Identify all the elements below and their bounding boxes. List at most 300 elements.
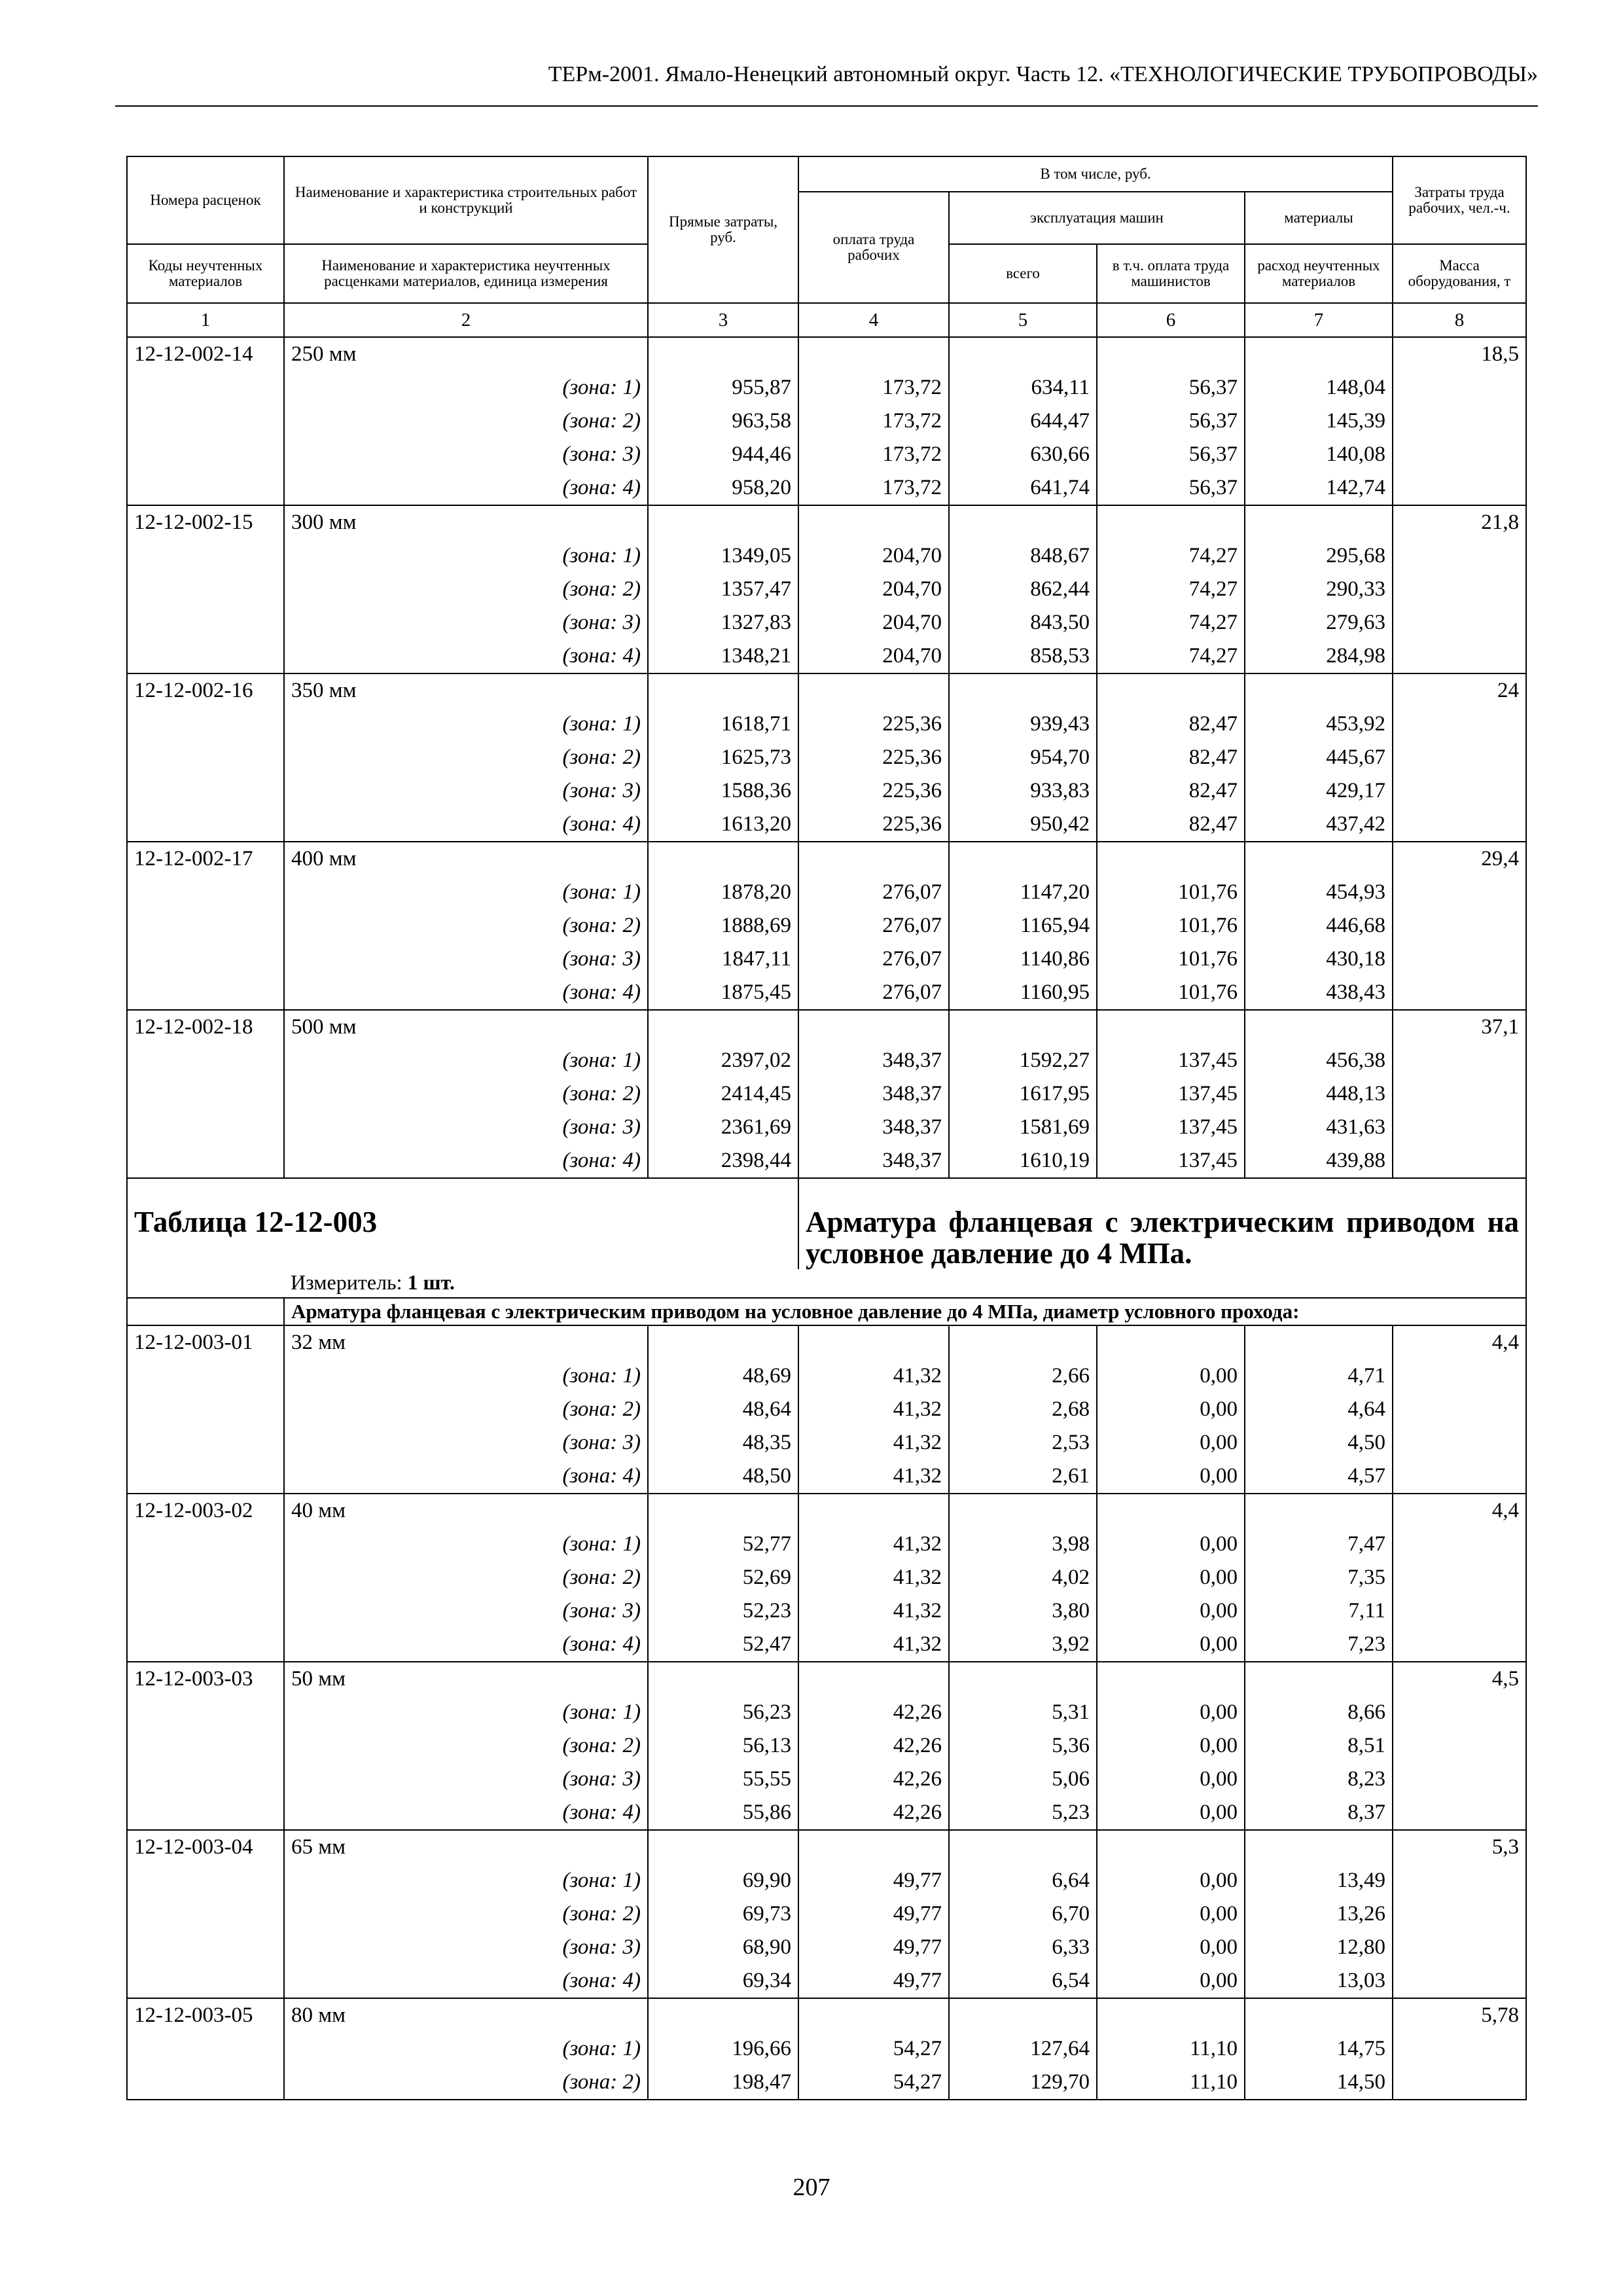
empty-cell <box>1097 1010 1245 1044</box>
machine-cost: 954,70 <box>949 741 1097 774</box>
zone-row <box>127 1426 1526 1460</box>
zone-row <box>127 2066 1526 2100</box>
zone-label: (зона: 3) <box>284 1426 648 1460</box>
machinist-pay: 0,00 <box>1097 1426 1245 1460</box>
empty-cell <box>127 1796 284 1830</box>
direct-cost: 1348,21 <box>648 639 798 673</box>
machinist-pay: 101,76 <box>1097 942 1245 976</box>
zone-row <box>127 371 1526 404</box>
zone-label: (зона: 1) <box>284 708 648 741</box>
machinist-pay: 0,00 <box>1097 1864 1245 1897</box>
zone-row <box>127 774 1526 808</box>
material-cost: 429,17 <box>1245 774 1393 808</box>
zone-label: (зона: 1) <box>284 539 648 573</box>
empty-cell <box>1393 639 1526 673</box>
rate-code: 12-12-002-17 <box>127 842 284 876</box>
material-cost: 13,03 <box>1245 1964 1393 1998</box>
zone-label: (зона: 2) <box>284 1561 648 1594</box>
empty-cell <box>949 1830 1097 1864</box>
empty-cell <box>648 1830 798 1864</box>
empty-cell <box>648 1010 798 1044</box>
empty-cell <box>127 371 284 404</box>
rate-name: 350 мм <box>284 673 648 708</box>
zone-row <box>127 1897 1526 1931</box>
machinist-pay: 74,27 <box>1097 606 1245 639</box>
material-cost: 290,33 <box>1245 573 1393 606</box>
zone-label: (зона: 2) <box>284 1897 648 1931</box>
empty-cell <box>1393 741 1526 774</box>
direct-cost: 68,90 <box>648 1931 798 1964</box>
empty-cell <box>648 1494 798 1528</box>
empty-cell <box>648 1998 798 2032</box>
machine-cost: 6,54 <box>949 1964 1097 1998</box>
direct-cost: 196,66 <box>648 2032 798 2066</box>
rate-name: 40 мм <box>284 1494 648 1528</box>
empty-cell <box>648 673 798 708</box>
rate-name: 250 мм <box>284 337 648 371</box>
labor-cost: 4,4 <box>1393 1325 1526 1359</box>
empty-cell <box>1393 539 1526 573</box>
col7-header: расход неучтенных материалов <box>1245 244 1393 303</box>
empty-cell <box>127 1594 284 1628</box>
empty-cell <box>1393 438 1526 471</box>
worker-pay: 42,26 <box>798 1796 949 1830</box>
material-cost: 7,35 <box>1245 1561 1393 1594</box>
worker-pay: 41,32 <box>798 1393 949 1426</box>
machine-cost: 858,53 <box>949 639 1097 673</box>
empty-cell <box>648 1325 798 1359</box>
empty-cell <box>127 606 284 639</box>
machine-cost: 2,61 <box>949 1460 1097 1494</box>
direct-cost: 52,77 <box>648 1528 798 1561</box>
worker-pay: 41,32 <box>798 1528 949 1561</box>
worker-pay: 276,07 <box>798 909 949 942</box>
empty-cell <box>648 1662 798 1696</box>
rate-code: 12-12-003-01 <box>127 1325 284 1359</box>
material-cost: 7,11 <box>1245 1594 1393 1628</box>
machinist-pay: 82,47 <box>1097 774 1245 808</box>
machine-cost: 2,68 <box>949 1393 1097 1426</box>
material-cost: 456,38 <box>1245 1044 1393 1077</box>
empty-cell <box>1393 1426 1526 1460</box>
worker-pay: 204,70 <box>798 639 949 673</box>
empty-cell <box>1393 1931 1526 1964</box>
empty-cell <box>1245 1325 1393 1359</box>
direct-cost: 1613,20 <box>648 808 798 842</box>
rate-code: 12-12-003-05 <box>127 1998 284 2032</box>
zone-label: (зона: 1) <box>284 2032 648 2066</box>
header-rule <box>115 105 1538 107</box>
empty-cell <box>798 505 949 539</box>
machine-cost: 1165,94 <box>949 909 1097 942</box>
empty-cell <box>798 1325 949 1359</box>
rate-row <box>127 1998 1526 2032</box>
empty-cell <box>127 1628 284 1662</box>
machines-header: эксплуатация машин <box>949 192 1245 244</box>
zone-label: (зона: 1) <box>284 1359 648 1393</box>
table-name-title: Арматура фланцевая с электрическим приводом на условное давление до 4 МПа. <box>798 1178 1526 1269</box>
zone-row <box>127 1044 1526 1077</box>
empty-cell <box>127 942 284 976</box>
material-cost: 295,68 <box>1245 539 1393 573</box>
empty-cell <box>1393 1460 1526 1494</box>
zone-label: (зона: 2) <box>284 1393 648 1426</box>
empty-cell <box>949 1494 1097 1528</box>
empty-cell <box>1097 673 1245 708</box>
machinist-pay: 11,10 <box>1097 2066 1245 2100</box>
machine-cost: 1147,20 <box>949 876 1097 909</box>
empty-cell <box>127 1460 284 1494</box>
rate-code: 12-12-002-15 <box>127 505 284 539</box>
empty-cell <box>949 1010 1097 1044</box>
direct-cost: 1875,45 <box>648 976 798 1010</box>
column-number: 8 <box>1393 303 1526 337</box>
worker-pay: 41,32 <box>798 1628 949 1662</box>
direct-cost: 1847,11 <box>648 942 798 976</box>
zone-row <box>127 438 1526 471</box>
rate-row <box>127 1010 1526 1044</box>
empty-cell <box>1245 1662 1393 1696</box>
material-cost: 14,50 <box>1245 2066 1393 2100</box>
rate-code: 12-12-002-16 <box>127 673 284 708</box>
material-cost: 140,08 <box>1245 438 1393 471</box>
empty-cell <box>1097 1494 1245 1528</box>
rate-row <box>127 505 1526 539</box>
empty-cell <box>1393 708 1526 741</box>
worker-pay: 49,77 <box>798 1964 949 1998</box>
machinist-pay: 0,00 <box>1097 1460 1245 1494</box>
running-header: ТЕРм-2001. Ямало-Ненецкий автономный округ. Часть 12. «ТЕХНОЛОГИЧЕСКИЕ ТРУБОПРОВОДЫ» <box>548 62 1538 86</box>
price-table-sheet <box>126 156 1525 2100</box>
table-number-title: Таблица 12-12-003 <box>127 1178 798 1269</box>
zone-label: (зона: 3) <box>284 438 648 471</box>
rate-name: 500 мм <box>284 1010 648 1044</box>
empty-cell <box>949 1998 1097 2032</box>
rate-code: 12-12-003-03 <box>127 1662 284 1696</box>
machine-cost: 129,70 <box>949 2066 1097 2100</box>
empty-cell <box>1097 505 1245 539</box>
including-header: В том числе, руб. <box>798 156 1393 192</box>
material-cost: 430,18 <box>1245 942 1393 976</box>
col8-bottom-header: Масса оборудования, т <box>1393 244 1526 303</box>
labor-cost: 5,3 <box>1393 1830 1526 1864</box>
machinist-pay: 74,27 <box>1097 639 1245 673</box>
material-cost: 4,50 <box>1245 1426 1393 1460</box>
zone-row <box>127 573 1526 606</box>
material-cost: 431,63 <box>1245 1111 1393 1144</box>
empty-cell <box>798 1494 949 1528</box>
measure-label: Измеритель: <box>291 1270 408 1294</box>
empty-cell <box>1097 1998 1245 2032</box>
empty-cell <box>127 1931 284 1964</box>
empty-cell <box>949 1662 1097 1696</box>
machine-cost: 5,31 <box>949 1696 1097 1729</box>
material-cost: 13,49 <box>1245 1864 1393 1897</box>
machine-cost: 4,02 <box>949 1561 1097 1594</box>
machine-cost: 2,53 <box>949 1426 1097 1460</box>
worker-pay: 41,32 <box>798 1359 949 1393</box>
worker-pay: 225,36 <box>798 708 949 741</box>
machine-cost: 630,66 <box>949 438 1097 471</box>
empty-cell <box>127 1696 284 1729</box>
machinist-pay: 0,00 <box>1097 1561 1245 1594</box>
material-cost: 8,66 <box>1245 1696 1393 1729</box>
column-number: 2 <box>284 303 648 337</box>
col6-header: в т.ч. оплата труда машинистов <box>1097 244 1245 303</box>
machine-cost: 127,64 <box>949 2032 1097 2066</box>
zone-row <box>127 1561 1526 1594</box>
empty-cell <box>1393 1796 1526 1830</box>
empty-cell <box>949 842 1097 876</box>
worker-pay: 348,37 <box>798 1111 949 1144</box>
machine-cost: 634,11 <box>949 371 1097 404</box>
empty-cell <box>1393 1077 1526 1111</box>
machinist-pay: 137,45 <box>1097 1077 1245 1111</box>
zone-label: (зона: 2) <box>284 2066 648 2100</box>
machine-cost: 1610,19 <box>949 1144 1097 1178</box>
worker-pay: 54,27 <box>798 2032 949 2066</box>
empty-cell <box>1393 942 1526 976</box>
direct-cost: 55,55 <box>648 1763 798 1796</box>
empty-cell <box>949 337 1097 371</box>
empty-cell <box>798 1998 949 2032</box>
machinist-pay: 56,37 <box>1097 371 1245 404</box>
machine-cost: 1140,86 <box>949 942 1097 976</box>
direct-cost: 958,20 <box>648 471 798 505</box>
column-number: 5 <box>949 303 1097 337</box>
rate-name: 65 мм <box>284 1830 648 1864</box>
zone-row <box>127 1077 1526 1111</box>
worker-pay: 49,77 <box>798 1931 949 1964</box>
material-cost: 446,68 <box>1245 909 1393 942</box>
machine-cost: 6,33 <box>949 1931 1097 1964</box>
machinist-pay: 101,76 <box>1097 976 1245 1010</box>
labor-cost: 18,5 <box>1393 337 1526 371</box>
machinist-pay: 0,00 <box>1097 1729 1245 1763</box>
empty-cell <box>798 1830 949 1864</box>
material-cost: 148,04 <box>1245 371 1393 404</box>
empty-cell <box>1393 976 1526 1010</box>
zone-label: (зона: 3) <box>284 606 648 639</box>
empty-cell <box>127 438 284 471</box>
empty-cell <box>798 337 949 371</box>
empty-cell <box>127 639 284 673</box>
empty-cell <box>1393 2066 1526 2100</box>
empty-cell <box>1393 1594 1526 1628</box>
zone-label: (зона: 1) <box>284 1864 648 1897</box>
zone-label: (зона: 4) <box>284 1144 648 1178</box>
direct-cost: 1327,83 <box>648 606 798 639</box>
column-number: 3 <box>648 303 798 337</box>
empty-cell <box>127 1111 284 1144</box>
zone-row <box>127 1144 1526 1178</box>
direct-cost: 1349,05 <box>648 539 798 573</box>
empty-cell <box>127 1561 284 1594</box>
machine-cost: 3,80 <box>949 1594 1097 1628</box>
direct-cost: 1888,69 <box>648 909 798 942</box>
empty-cell <box>1245 1830 1393 1864</box>
empty-cell <box>1245 505 1393 539</box>
empty-cell <box>127 1393 284 1426</box>
zone-row <box>127 1696 1526 1729</box>
zone-row <box>127 976 1526 1010</box>
worker-pay: 276,07 <box>798 876 949 909</box>
empty-cell <box>127 2066 284 2100</box>
material-cost: 4,71 <box>1245 1359 1393 1393</box>
machinist-pay: 11,10 <box>1097 2032 1245 2066</box>
machinist-pay: 0,00 <box>1097 1931 1245 1964</box>
empty-cell <box>949 505 1097 539</box>
zone-row <box>127 1931 1526 1964</box>
labor-cost: 5,78 <box>1393 1998 1526 2032</box>
measure-row <box>127 1269 1526 1298</box>
direct-cost: 55,86 <box>648 1796 798 1830</box>
machinist-pay: 0,00 <box>1097 1628 1245 1662</box>
empty-cell <box>127 876 284 909</box>
empty-cell <box>1393 1628 1526 1662</box>
direct-cost: 52,69 <box>648 1561 798 1594</box>
table-title-row <box>127 1178 1526 1269</box>
machine-cost: 1592,27 <box>949 1044 1097 1077</box>
direct-cost: 1618,71 <box>648 708 798 741</box>
machinist-pay: 0,00 <box>1097 1897 1245 1931</box>
worker-pay: 225,36 <box>798 808 949 842</box>
zone-label: (зона: 4) <box>284 639 648 673</box>
worker-pay: 49,77 <box>798 1864 949 1897</box>
worker-pay: 225,36 <box>798 741 949 774</box>
group-title: Арматура фланцевая с электрическим приводом на условное давление до 4 МПа, диаметр условного прохода: <box>284 1298 1526 1325</box>
zone-row <box>127 606 1526 639</box>
column-number: 1 <box>127 303 284 337</box>
zone-label: (зона: 4) <box>284 808 648 842</box>
zone-label: (зона: 3) <box>284 1763 648 1796</box>
zone-row <box>127 1628 1526 1662</box>
machinist-pay: 82,47 <box>1097 741 1245 774</box>
labor-cost: 4,5 <box>1393 1662 1526 1696</box>
empty-cell <box>798 673 949 708</box>
material-cost: 7,47 <box>1245 1528 1393 1561</box>
empty-cell <box>1393 1393 1526 1426</box>
machinist-pay: 0,00 <box>1097 1696 1245 1729</box>
worker-pay: 41,32 <box>798 1594 949 1628</box>
machinist-pay: 0,00 <box>1097 1393 1245 1426</box>
empty-cell <box>1393 371 1526 404</box>
empty-cell <box>1393 1696 1526 1729</box>
zone-label: (зона: 2) <box>284 1729 648 1763</box>
empty-cell <box>648 505 798 539</box>
zone-row <box>127 1964 1526 1998</box>
section-1-rows <box>127 337 1526 1178</box>
empty-cell <box>648 337 798 371</box>
zone-row <box>127 876 1526 909</box>
zone-label: (зона: 4) <box>284 976 648 1010</box>
zone-label: (зона: 2) <box>284 1077 648 1111</box>
direct-cost: 69,90 <box>648 1864 798 1897</box>
zone-row <box>127 1528 1526 1561</box>
empty-cell <box>127 1426 284 1460</box>
zone-row <box>127 1763 1526 1796</box>
empty-cell <box>127 808 284 842</box>
labor-cost: 24 <box>1393 673 1526 708</box>
zone-label: (зона: 4) <box>284 1796 648 1830</box>
empty-cell <box>949 673 1097 708</box>
zone-label: (зона: 2) <box>284 573 648 606</box>
zone-label: (зона: 3) <box>284 1931 648 1964</box>
machine-cost: 6,64 <box>949 1864 1097 1897</box>
material-cost: 279,63 <box>1245 606 1393 639</box>
col1-top-header: Номера расценок <box>127 156 284 244</box>
worker-pay: 173,72 <box>798 471 949 505</box>
direct-cost: 1878,20 <box>648 876 798 909</box>
machinist-pay: 0,00 <box>1097 1528 1245 1561</box>
machine-cost: 5,23 <box>949 1796 1097 1830</box>
direct-cost: 1588,36 <box>648 774 798 808</box>
empty-cell <box>127 573 284 606</box>
rate-name: 80 мм <box>284 1998 648 2032</box>
direct-cost: 48,64 <box>648 1393 798 1426</box>
direct-cost: 1625,73 <box>648 741 798 774</box>
empty-cell <box>127 1864 284 1897</box>
zone-row <box>127 1729 1526 1763</box>
worker-pay: 49,77 <box>798 1897 949 1931</box>
empty-cell <box>1393 876 1526 909</box>
material-cost: 437,42 <box>1245 808 1393 842</box>
zone-row <box>127 1594 1526 1628</box>
zone-row <box>127 942 1526 976</box>
material-cost: 13,26 <box>1245 1897 1393 1931</box>
col2-top-header: Наименование и характеристика строительных работ и конструкций <box>284 156 648 244</box>
empty-cell <box>127 774 284 808</box>
machinist-pay: 0,00 <box>1097 1964 1245 1998</box>
empty-cell <box>1393 1897 1526 1931</box>
machine-cost: 6,70 <box>949 1897 1097 1931</box>
labor-cost: 4,4 <box>1393 1494 1526 1528</box>
empty-cell <box>1245 1494 1393 1528</box>
machinist-pay: 101,76 <box>1097 876 1245 909</box>
zone-row <box>127 539 1526 573</box>
material-cost: 284,98 <box>1245 639 1393 673</box>
group-title-row <box>127 1298 1526 1325</box>
direct-cost: 2397,02 <box>648 1044 798 1077</box>
rate-row <box>127 1325 1526 1359</box>
rate-row <box>127 842 1526 876</box>
empty-cell <box>127 539 284 573</box>
worker-pay: 225,36 <box>798 774 949 808</box>
price-table <box>126 156 1527 2100</box>
col1-bottom-header: Коды неучтенных материалов <box>127 244 284 303</box>
zone-label: (зона: 1) <box>284 876 648 909</box>
column-number: 6 <box>1097 303 1245 337</box>
machinist-pay: 82,47 <box>1097 708 1245 741</box>
empty-cell <box>1393 808 1526 842</box>
machine-cost: 1617,95 <box>949 1077 1097 1111</box>
col4-header: оплата труда рабочих <box>798 192 949 303</box>
machine-cost: 5,06 <box>949 1763 1097 1796</box>
empty-cell <box>127 976 284 1010</box>
machinist-pay: 56,37 <box>1097 471 1245 505</box>
zone-label: (зона: 3) <box>284 1111 648 1144</box>
zone-row <box>127 471 1526 505</box>
materials-header: материалы <box>1245 192 1393 244</box>
direct-cost: 198,47 <box>648 2066 798 2100</box>
empty-cell <box>1393 1763 1526 1796</box>
machinist-pay: 0,00 <box>1097 1796 1245 1830</box>
empty-cell <box>1393 1528 1526 1561</box>
direct-cost: 69,73 <box>648 1897 798 1931</box>
empty-cell <box>1393 404 1526 438</box>
empty-cell <box>127 1964 284 1998</box>
empty-cell <box>1393 1561 1526 1594</box>
